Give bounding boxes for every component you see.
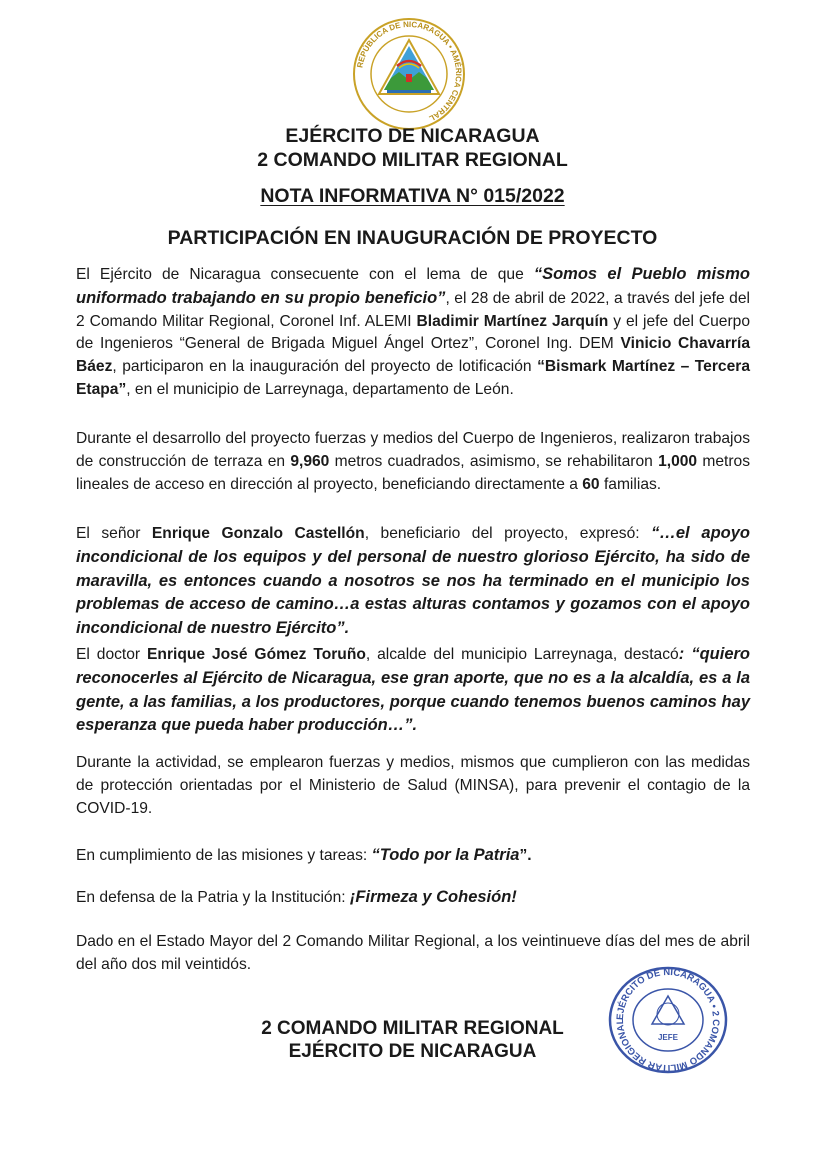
- p6-text: En cumplimiento de las misiones y tareas:: [76, 847, 372, 864]
- official-stamp: [606, 966, 730, 1074]
- paragraph-8: Dado en el Estado Mayor del 2 Comando Militar Regional, a los veintinueve días del mes de abril del año dos mil veintidós.: [76, 933, 750, 973]
- paragraph-2: [76, 428, 750, 496]
- p1-text-c: y el jefe del Cuerpo de Ingenieros “General de Brigada Miguel Ángel Ortez”, Coronel Ing. DEM: [76, 312, 750, 353]
- p1-name-ingenieros: Vinicio Chavarría Báez: [76, 335, 750, 376]
- p1-motto: “Somos el Pueblo mismo uniformado trabajando en su propio beneficio”: [76, 265, 750, 307]
- paragraph-7: [76, 886, 750, 910]
- national-coat-of-arms-seal: [351, 16, 467, 132]
- p4-text-a: El doctor: [76, 646, 148, 663]
- header-command: 2 COMANDO MILITAR REGIONAL: [257, 149, 568, 171]
- p3-text-b: , beneficiario del proyecto, expresó:: [364, 525, 652, 542]
- paragraph-3: [76, 522, 750, 641]
- signature-command: 2 COMANDO MILITAR REGIONAL: [261, 1018, 564, 1039]
- p6-closing: ”.: [519, 847, 532, 864]
- p3-beneficiary-name: Enrique Gonzalo Castellón: [151, 525, 365, 542]
- note-number: NOTA INFORMATIVA N° 015/2022: [260, 185, 565, 207]
- p1-text-e: , en el municipio de Larreynaga, departamento de León.: [126, 380, 514, 398]
- p1-text-a: El Ejército de Nicaragua consecuente con el lema de que: [76, 266, 534, 283]
- stamp-center-text: JEFE: [657, 1033, 679, 1042]
- p1-text-d: , participaron en la inauguración del proyecto de lotificación: [112, 358, 538, 376]
- p2-area-value: 9,960: [290, 452, 330, 470]
- paragraph-4: [76, 643, 750, 738]
- p2-length-value: 1,000: [658, 452, 698, 470]
- paragraph-5: Durante la actividad, se emplearon fuerzas y medios, mismos que cumplieron con las medidas de protección orientadas por el Ministerio de Salud (MINSA), para prevenir el contagio de la COVID-19.: [76, 754, 750, 817]
- p2-text-b: metros cuadrados, asimismo, se rehabilitaron: [329, 452, 659, 470]
- header-institution: EJÉRCITO DE NICARAGUA: [285, 125, 540, 147]
- note-subject: PARTICIPACIÓN EN INAUGURACIÓN DE PROYECTO: [167, 227, 658, 249]
- p4-mayor-name: Enrique José Gómez Toruño: [147, 646, 366, 663]
- header-title: [0, 124, 825, 172]
- p4-text-b: , alcalde del municipio Larreynaga, destacó: [365, 646, 679, 663]
- p2-text-a: Durante el desarrollo del proyecto fuerzas y medios del Cuerpo de Ingenieros, realizaron trabajos de construcción de terraza en: [76, 430, 750, 470]
- p1-text-b: , el 28 de abril de 2022, a través del jefe del 2 Comando Militar Regional, Coronel Inf. ALEMI: [76, 289, 750, 330]
- p7-slogan: ¡Firmeza y Cohesión!: [349, 888, 517, 906]
- p2-text-c: metros lineales de acceso en dirección al proyecto, beneficiando directamente a: [76, 452, 750, 493]
- paragraph-1: [76, 263, 750, 402]
- seal-ring-text: REPÚBLICA DE NICARAGUA • AMÉRICA CENTRAL: [355, 19, 464, 124]
- p1-name-jefe: Bladimir Martínez Jarquín: [416, 312, 609, 330]
- paragraph-6: [76, 844, 750, 868]
- p4-quote: : “quiero reconocerles al Ejército de Nicaragua, ese gran aporte, que no es a la alcaldía, es a la gente, a las familias, a los productores, porque cuando tenemos buenos caminos hay esperanza que pueda haber producción…”.: [76, 645, 751, 735]
- p3-text-a: El señor: [76, 525, 152, 542]
- svg-text:EJÉRCITO DE NICARAGUA • 2 COMA: [615, 967, 721, 1073]
- p2-text-d: familias.: [599, 475, 662, 493]
- p3-quote: “…el apoyo incondicional de los equipos y del personal de nuestro glorioso Ejército, ha sido de maravilla, es entonces cuando a nosotros se nos ha terminado en el municipio los problemas de acceso de camino…a estas alturas contamos y gozamos con el apoyo incondicional de nuestro Ejército”.: [76, 524, 750, 638]
- p1-project-name: “Bismark Martínez – Tercera Etapa”: [76, 358, 750, 398]
- p6-slogan: “Todo por la Patria: [371, 846, 520, 864]
- signature-institution: EJÉRCITO DE NICARAGUA: [288, 1041, 537, 1062]
- p2-families-value: 60: [582, 475, 600, 493]
- p7-text: En defensa de la Patria y la Institución:: [76, 889, 350, 906]
- stamp-ring-text: EJÉRCITO DE NICARAGUA • 2 COMANDO MILITAR REGIONAL: [614, 966, 722, 1074]
